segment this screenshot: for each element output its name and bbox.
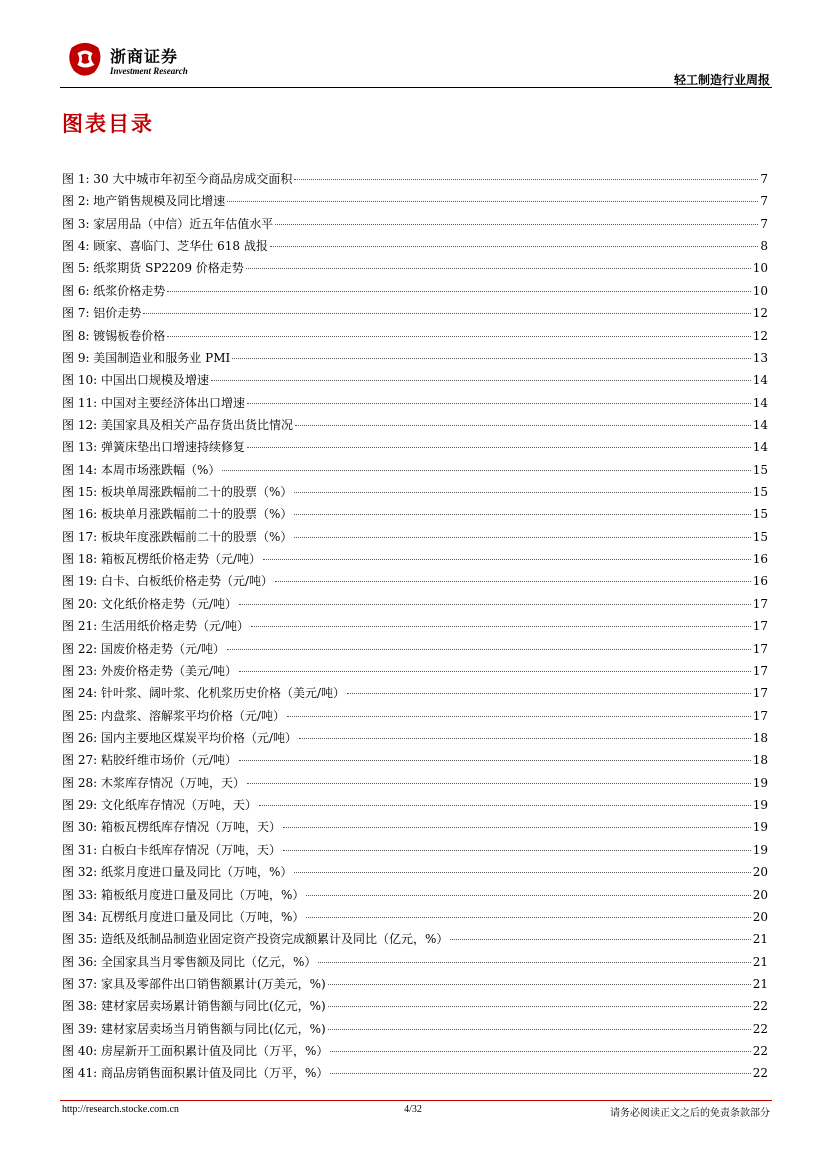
toc-entry-page: 21 [752,954,768,969]
toc-entry[interactable] [62,280,768,302]
toc-entry-label: 图 29: 文化纸库存情况（万吨，天） [62,798,257,813]
toc-entry-label: 图 22: 国废价格走势（元/吨） [62,641,225,656]
toc-entry[interactable] [62,369,768,391]
toc-entry-label: 图 2: 地产销售规模及同比增速 [62,194,226,209]
toc-entry-leader [294,514,750,515]
toc-entry-leader [247,403,751,404]
toc-entry-leader [294,872,750,873]
toc-entry[interactable] [62,1040,768,1062]
toc-entry-page: 18 [752,730,768,745]
toc-entry-page: 22 [752,1044,768,1059]
company-name-en: Investment Research [110,66,188,76]
toc-entry-page: 13 [752,350,768,365]
toc-entry-leader [251,626,751,627]
toc-entry-page: 22 [752,999,768,1014]
toc-entry-label: 图 34: 瓦楞纸月度进口量及同比（万吨，%） [62,909,305,924]
toc-entry-page: 19 [752,842,768,857]
toc-entry-label: 图 1: 30 大中城市年初至今商品房成交面积 [62,172,293,186]
toc-entry-label: 图 11: 中国对主要经济体出口增速 [62,395,245,410]
toc-entry-label: 图 10: 中国出口规模及增速 [62,373,209,388]
toc-entry[interactable] [62,884,768,906]
toc-entry[interactable] [62,548,768,570]
toc-entry-label: 图 4: 顾家、喜临门、芝华仕 618 战报 [62,239,268,254]
toc-entry-label: 图 13: 弹簧床垫出口增速持续修复 [62,440,245,455]
toc-entry-page: 16 [752,574,768,589]
toc-entry[interactable] [62,682,768,704]
toc-entry[interactable] [62,861,768,883]
report-type: 轻工制造行业周报 [673,73,770,87]
toc-entry-page: 16 [752,552,768,567]
toc-entry[interactable] [62,660,768,682]
toc-entry-leader [287,716,751,717]
toc-entry-leader [318,962,750,963]
toc-entry[interactable] [62,168,768,190]
toc-entry-page: 10 [752,283,768,298]
toc-entry[interactable] [62,839,768,861]
toc-entry-page: 14 [752,373,768,388]
toc-entry[interactable] [62,325,768,347]
toc-entry-leader [227,649,751,650]
toc-entry-leader [328,1006,751,1007]
toc-entry-page: 22 [752,1066,768,1081]
toc-entry[interactable] [62,951,768,973]
toc-entry-page: 8 [760,239,768,254]
toc-entry-page: 19 [752,775,768,790]
figure-index [62,168,768,1085]
company-logo-icon [66,40,104,78]
footer-divider [60,1100,772,1101]
toc-entry[interactable] [62,638,768,660]
toc-entry[interactable] [62,705,768,727]
toc-entry-page: 17 [752,641,768,656]
toc-entry-page: 7 [760,194,768,209]
toc-entry[interactable] [62,190,768,212]
toc-entry[interactable] [62,772,768,794]
toc-entry-leader [167,291,750,292]
toc-entry-leader [247,783,751,784]
toc-entry-label: 图 27: 粘胶纤维市场价（元/吨） [62,753,237,768]
toc-entry-leader [283,850,751,851]
footer-disclaimer: 请务必阅读正文之后的免责条款部分 [610,1108,770,1119]
toc-entry[interactable] [62,302,768,324]
toc-entry-page: 15 [752,529,768,544]
toc-entry[interactable] [62,213,768,235]
toc-entry-label: 图 16: 板块单月涨跌幅前二十的股票（%） [62,507,293,522]
toc-entry[interactable] [62,593,768,615]
page-header [60,40,772,88]
toc-entry-page: 12 [752,328,768,343]
toc-entry[interactable] [62,928,768,950]
toc-entry-leader [330,1073,750,1074]
toc-entry-leader [330,1051,750,1052]
toc-entry-page: 20 [752,865,768,880]
toc-entry-label: 图 31: 白板白卡纸库存情况（万吨，天） [62,842,281,857]
toc-entry[interactable] [62,816,768,838]
toc-entry[interactable] [62,414,768,436]
toc-entry-page: 12 [752,306,768,321]
toc-entry-label: 图 6: 纸浆价格走势 [62,283,166,298]
toc-entry-label: 图 35: 造纸及纸制品制造业固定资产投资完成额累计及同比（亿元，%） [62,932,449,947]
toc-entry[interactable] [62,257,768,279]
toc-entry-label: 图 8: 镀锡板卷价格 [62,328,166,343]
toc-entry-label: 图 32: 纸浆月度进口量及同比（万吨，%） [62,865,293,880]
toc-entry[interactable] [62,749,768,771]
toc-entry-page: 14 [752,395,768,410]
toc-entry-page: 20 [752,887,768,902]
toc-entry-leader [259,805,751,806]
toc-entry-leader [328,984,751,985]
toc-entry-leader [232,358,750,359]
toc-entry-leader [239,604,751,605]
toc-entry-leader [247,447,751,448]
toc-entry-label: 图 41: 商品房销售面积累计值及同比（万平，%） [62,1066,329,1081]
header-divider [60,87,772,88]
toc-entry-leader [275,224,758,225]
toc-entry-page: 17 [752,619,768,634]
toc-entry-label: 图 33: 箱板纸月度进口量及同比（万吨，%） [62,887,305,902]
toc-entry-page: 19 [752,820,768,835]
toc-entry[interactable] [62,906,768,928]
toc-entry-leader [270,246,759,247]
toc-entry[interactable] [62,1062,768,1084]
toc-entry-page: 10 [752,261,768,276]
toc-entry-leader [246,268,751,269]
toc-entry-label: 图 5: 纸浆期货 SP2209 价格走势 [62,261,244,276]
toc-entry-label: 图 14: 本周市场涨跌幅（%） [62,462,221,477]
toc-entry-page: 22 [752,1021,768,1036]
toc-entry[interactable] [62,973,768,995]
toc-entry-leader [239,671,751,672]
toc-entry-label: 图 3: 家居用品（中信）近五年估值水平 [62,216,274,231]
toc-entry-leader [211,380,751,381]
toc-entry-page: 7 [760,172,768,186]
toc-entry-page: 7 [760,216,768,231]
toc-entry[interactable] [62,727,768,749]
toc-entry-label: 图 24: 针叶浆、阔叶浆、化机浆历史价格（美元/吨） [62,686,345,701]
toc-entry-leader [294,179,758,180]
toc-entry-leader [299,738,751,739]
company-name-cn: 浙商证券 [110,47,179,66]
toc-entry-label: 图 40: 房屋新开工面积累计值及同比（万平，%） [62,1044,329,1059]
toc-entry-label: 图 25: 内盘浆、溶解浆平均价格（元/吨） [62,708,285,723]
toc-entry-leader [347,693,751,694]
toc-entry-page: 19 [752,798,768,813]
toc-entry-label: 图 9: 美国制造业和服务业 PMI [62,350,231,365]
toc-entry[interactable] [62,235,768,257]
toc-entry[interactable] [62,347,768,369]
toc-entry-leader [275,581,751,582]
toc-entry-label: 图 20: 文化纸价格走势（元/吨） [62,596,237,611]
toc-entry-page: 17 [752,596,768,611]
toc-entry[interactable] [62,995,768,1017]
toc-entry-page: 15 [752,507,768,522]
toc-entry-label: 图 30: 箱板瓦楞纸库存情况（万吨，天） [62,820,281,835]
toc-entry-leader [283,827,751,828]
toc-entry-leader [306,895,750,896]
toc-entry-label: 图 36: 全国家具当月零售额及同比（亿元，%） [62,954,317,969]
page-number: 4/32 [404,1104,422,1115]
toc-entry-leader [222,470,750,471]
toc-entry-label: 图 23: 外废价格走势（美元/吨） [62,663,237,678]
toc-entry-label: 图 37: 家具及零部件出口销售额累计(万美元，%) [62,976,326,991]
toc-entry-leader [263,559,751,560]
toc-entry-label: 图 39: 建材家居卖场当月销售额与同比(亿元，%) [62,1021,326,1036]
toc-entry-label: 图 15: 板块单周涨跌幅前二十的股票（%） [62,485,293,500]
toc-entry-leader [227,201,758,202]
toc-entry-leader [167,336,750,337]
toc-entry-label: 图 7: 铝价走势 [62,306,142,321]
toc-entry-page: 15 [752,485,768,500]
toc-entry-label: 图 28: 木浆库存情况（万吨，天） [62,775,245,790]
toc-entry-label: 图 19: 白卡、白板纸价格走势（元/吨） [62,574,273,589]
toc-entry-leader [328,1029,751,1030]
toc-entry[interactable] [62,436,768,458]
toc-entry-page: 14 [752,417,768,432]
toc-entry-page: 18 [752,753,768,768]
toc-entry[interactable] [62,459,768,481]
toc-entry-page: 21 [752,976,768,991]
toc-entry-leader [294,492,750,493]
toc-entry[interactable] [62,526,768,548]
toc-entry-label: 图 17: 板块年度涨跌幅前二十的股票（%） [62,529,293,544]
toc-entry-leader [450,939,750,940]
toc-entry[interactable] [62,615,768,637]
toc-entry-label: 图 18: 箱板瓦楞纸价格走势（元/吨） [62,552,261,567]
toc-entry-page: 21 [752,932,768,947]
toc-entry-page: 14 [752,440,768,455]
toc-entry-page: 17 [752,686,768,701]
footer-url[interactable]: http://research.stocke.com.cn [62,1104,179,1115]
toc-entry-label: 图 38: 建材家居卖场累计销售额与同比(亿元，%) [62,999,326,1014]
toc-entry-page: 20 [752,909,768,924]
toc-entry[interactable] [62,1018,768,1040]
toc-entry-leader [239,760,751,761]
toc-entry-leader [294,537,750,538]
toc-entry[interactable] [62,794,768,816]
toc-entry-leader [143,313,750,314]
toc-entry-page: 17 [752,663,768,678]
toc-entry[interactable] [62,392,768,414]
toc-entry-leader [306,917,750,918]
toc-entry[interactable] [62,570,768,592]
toc-entry-label: 图 26: 国内主要地区煤炭平均价格（元/吨） [62,730,297,745]
toc-entry-label: 图 12: 美国家具及相关产品存货出货比情况 [62,417,293,432]
toc-entry-label: 图 21: 生活用纸价格走势（元/吨） [62,619,249,634]
toc-entry-page: 17 [752,708,768,723]
toc-entry-page: 15 [752,462,768,477]
toc-title: 图表目录 [62,112,154,136]
toc-entry[interactable] [62,503,768,525]
toc-entry[interactable] [62,481,768,503]
toc-entry-leader [295,425,751,426]
